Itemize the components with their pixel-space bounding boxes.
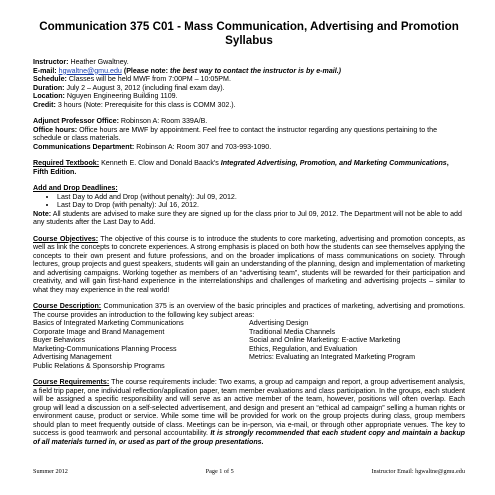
instructor-label: Instructor: <box>33 58 69 66</box>
list-item: Ethics, Regulation, and Evaluation <box>249 344 358 353</box>
document-title <box>33 20 465 48</box>
footer-page-number: Page 1 of 5 <box>205 468 234 475</box>
objectives-section <box>33 235 465 295</box>
list-item: • Last Day to Add and Drop (without penalty): Jul 09, 2012. <box>57 193 465 202</box>
add-drop-note-label: Note: <box>33 209 52 218</box>
instructor-name: Heather Gwaltney. <box>70 58 129 66</box>
list-item: Basics of Integrated Marketing Communications <box>33 319 184 327</box>
duration-label: Duration: <box>33 83 65 92</box>
instructor-section <box>33 58 465 109</box>
objectives-text: The objective of this course is to introduce the students to core marketing, advertising and promotion concepts, as well as link the concepts to concrete experiences. A strong emphasis is placed on both how the students can see themselves applying the concepts to their own present and future professions, and on the broader implications of mass communications on society. Through lectures, group projects and guest speakers, students will gain an understanding of the planning, design and implementation of marketing and advertising campaigns. Working together as members of an “advertising team”, students will be rewarded for their participation and creativity, and will gain first-hand experience in the interrelationships and challenges of marketing and advertising projects – similar to what they may experience in the real world! <box>33 234 466 294</box>
add-drop-section <box>33 184 465 227</box>
credit-value: 3 hours (Note: Prerequisite for this class is COMM 302.). <box>57 100 236 109</box>
schedule-value: Classes will be held MWF from 7:00PM – 10:05PM. <box>68 75 231 83</box>
credit-label: Credit: <box>33 100 56 109</box>
footer-email: Instructor Email: hgwaltne@gmu.edu <box>371 468 465 475</box>
email-label: E-mail: <box>33 66 57 75</box>
requirements-emphasis: It is strongly recommended that each student copy and maintain a backup of all materials turned in, or used as part of the group presentations. <box>33 429 465 446</box>
textbook-authors: Kenneth E. Clow and Donald Baack's <box>101 159 219 167</box>
title-line-2: Syllabus <box>225 34 273 47</box>
textbook-section <box>33 159 465 176</box>
list-item: Advertising Design <box>249 319 309 327</box>
list-item: Public Relations & Sponsorship Programs <box>33 361 165 370</box>
textbook-edition: , Fifth Edition. <box>33 159 449 176</box>
adjunct-office-label: Adjunct Professor Office: <box>33 117 119 125</box>
description-section <box>33 302 465 370</box>
textbook-label: Required Textbook: <box>33 159 100 167</box>
objectives-label: Course Objectives: <box>33 234 99 243</box>
adjunct-office-value: Robinson A: Room 339A/B. <box>120 117 208 125</box>
description-text: Communication 375 is an overview of the basic principles and practices of marketing, advertising and promotions. The course provides an introduction to the following key subject areas: <box>33 302 465 319</box>
page-footer <box>33 468 465 475</box>
list-item: Advertising Management <box>33 353 112 361</box>
schedule-label: Schedule: <box>33 75 67 83</box>
list-item: Social and Online Marketing: E-active Marketing <box>249 336 401 344</box>
department-label: Communications Department: <box>33 142 135 151</box>
syllabus-page <box>33 20 465 446</box>
list-item: • Last Day to Drop (with penalty): Jul 16, 2012. <box>57 201 465 210</box>
office-hours-label: Office hours: <box>33 125 78 134</box>
add-drop-note: All students are advised to make sure they are signed up for the class prior to Jul 09, 2012. The Department will not be able to add any students after the Last Day to Add. <box>33 209 462 226</box>
footer-term: Summer 2012 <box>33 468 68 475</box>
instructor-email-link[interactable]: hgwaltne@gmu.edu <box>58 66 122 75</box>
subject-areas-right <box>249 319 465 370</box>
textbook-title: Integrated Advertising, Promotion, and Marketing Communications <box>220 159 447 167</box>
list-item: Traditional Media Channels <box>249 327 336 336</box>
add-drop-list <box>33 193 465 210</box>
email-note-label: (Please note: <box>123 66 168 75</box>
location-label: Location: <box>33 92 65 100</box>
add-drop-label: Add and Drop Deadlines: <box>33 184 118 192</box>
subject-areas-left <box>33 319 249 370</box>
email-note: the best way to contact the instructor is by e-mail.) <box>169 66 342 75</box>
requirements-label: Course Requirements: <box>33 378 110 386</box>
requirements-text: The course requirements include: Two exams, a group ad campaign and report, a group advertisement analysis, a field trip paper, one individual reflection/application paper, team member evaluations and class participation. In the groups, each student will be assigned a specific responsibility and will serve as an active member of the team, however, positions will often overlap. Each group will lead a discussion on a self-selected advertisement, and design and present an “ethical ad campaign” selling a human rights or environment cause, product or service. While some time will be provided for work on the group projects during class, group members should plan to meet frequently outside of class. Meetings can be in-person, via e-mail, or through other appropriate venues. The key to success is good teamwork and personal accountability. <box>33 378 465 437</box>
office-hours-value: Office hours are MWF by appointment. Feel free to contact the instructor regarding any questions pertaining to the schedule or class materials. <box>33 125 438 142</box>
department-value: Robinson A: Room 307 and 703-993-1090. <box>136 142 272 151</box>
list-item: Corporate Image and Brand Management <box>33 327 165 336</box>
requirements-section <box>33 378 465 446</box>
description-label: Course Description: <box>33 302 102 310</box>
office-section <box>33 117 465 151</box>
subject-areas <box>33 319 465 370</box>
duration-value: July 2 – August 3, 2012 (including final exam day). <box>66 83 225 92</box>
title-line-1: Communication 375 C01 - Mass Communication, Advertising and Promotion <box>39 20 459 33</box>
location-value: Nguyen Engineering Building 1109. <box>66 92 178 100</box>
list-item: Marketing-Communications Planning Process <box>33 344 177 353</box>
list-item: Metrics: Evaluating an Integrated Marketing Program <box>249 353 415 361</box>
list-item: Buyer Behaviors <box>33 336 86 344</box>
